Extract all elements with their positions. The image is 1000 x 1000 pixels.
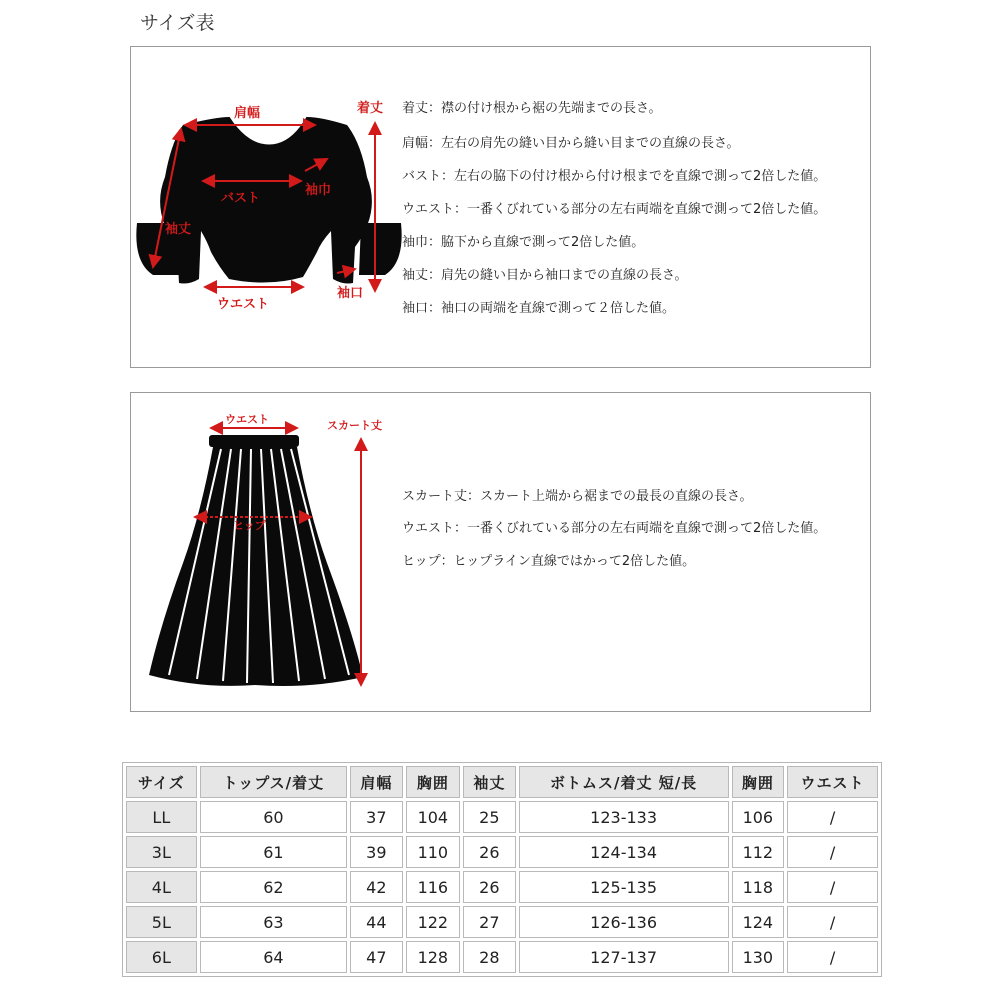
header-waist: ウエスト [787, 766, 878, 798]
desc-cuff: 袖口：袖口の両端を直線で測って２倍した値。 [402, 301, 676, 316]
skirt-waistband [209, 435, 299, 447]
cell-chest-2: 130 [732, 941, 785, 973]
cell-size: 4L [126, 871, 197, 903]
cell-shoulder: 37 [350, 801, 403, 833]
tops-size-panel [130, 46, 871, 368]
desc-length: 着丈：襟の付け根から裾の先端までの長さ。 [402, 101, 662, 116]
cell-chest: 116 [406, 871, 461, 903]
label-skirt-length: スカート丈 [327, 419, 382, 432]
header-tops-length: トップス/着丈 [200, 766, 347, 798]
desc-skirt-waist: ウエスト：一番くびれている部分の左右両端を直線で測って2倍した値。 [402, 521, 827, 536]
desc-hip: ヒップ：ヒップライン直線ではかって2倍した値。 [402, 554, 696, 569]
label-sleeve-length: 袖丈 [165, 222, 192, 237]
cell-size: 3L [126, 836, 197, 868]
cell-tops-length: 64 [200, 941, 347, 973]
label-length: 着丈 [357, 101, 384, 116]
cell-bottoms-length: 127-137 [519, 941, 729, 973]
table-row [126, 871, 878, 903]
cell-waist: / [787, 801, 878, 833]
cell-shoulder: 44 [350, 906, 403, 938]
cell-shoulder: 47 [350, 941, 403, 973]
desc-shoulder: 肩幅：左右の肩先の縫い目から縫い目までの直線の長さ。 [402, 136, 740, 151]
cell-bottoms-length: 124-134 [519, 836, 729, 868]
cell-waist: / [787, 941, 878, 973]
label-cuff: 袖口 [337, 286, 364, 301]
cell-tops-length: 60 [200, 801, 347, 833]
header-shoulder: 肩幅 [350, 766, 403, 798]
cell-chest-2: 106 [732, 801, 785, 833]
table-row [126, 941, 878, 973]
desc-sleeve-length: 袖丈：肩先の縫い目から袖口までの直線の長さ。 [402, 268, 688, 283]
cell-chest: 104 [406, 801, 461, 833]
cell-chest: 110 [406, 836, 461, 868]
header-chest: 胸囲 [406, 766, 461, 798]
cell-bottoms-length: 126-136 [519, 906, 729, 938]
skirt-body [149, 447, 363, 686]
header-size: サイズ [126, 766, 197, 798]
cell-shoulder: 42 [350, 871, 403, 903]
cell-sleeve: 25 [463, 801, 516, 833]
label-shoulder: 肩幅 [234, 106, 261, 121]
cell-sleeve: 26 [463, 871, 516, 903]
header-sleeve: 袖丈 [463, 766, 516, 798]
cell-tops-length: 63 [200, 906, 347, 938]
cell-size: 6L [126, 941, 197, 973]
desc-waist: ウエスト：一番くびれている部分の左右両端を直線で測って2倍した値。 [402, 202, 827, 217]
table-header-row [126, 766, 878, 798]
cell-size: LL [126, 801, 197, 833]
page-title: サイズ表 [140, 12, 215, 34]
cell-sleeve: 26 [463, 836, 516, 868]
cell-waist: / [787, 871, 878, 903]
cell-waist: / [787, 906, 878, 938]
desc-skirt-length: スカート丈：スカート上端から裾までの最長の直線の長さ。 [402, 489, 753, 504]
label-skirt-waist: ウエスト [225, 413, 269, 426]
cell-chest: 122 [406, 906, 461, 938]
cell-tops-length: 62 [200, 871, 347, 903]
cell-tops-length: 61 [200, 836, 347, 868]
size-table [122, 762, 882, 977]
cell-chest: 128 [406, 941, 461, 973]
cell-sleeve: 27 [463, 906, 516, 938]
cell-bottoms-length: 123-133 [519, 801, 729, 833]
cell-bottoms-length: 125-135 [519, 871, 729, 903]
cell-waist: / [787, 836, 878, 868]
label-waist: ウエスト [217, 297, 270, 312]
table-row [126, 801, 878, 833]
cell-sleeve: 28 [463, 941, 516, 973]
header-chest-2: 胸囲 [732, 766, 785, 798]
cell-chest-2: 112 [732, 836, 785, 868]
cell-shoulder: 39 [350, 836, 403, 868]
header-bottoms-length: ボトムス/着丈 短/長 [519, 766, 729, 798]
table-row [126, 906, 878, 938]
cell-size: 5L [126, 906, 197, 938]
cell-chest-2: 124 [732, 906, 785, 938]
table-row [126, 836, 878, 868]
label-sleeve-width: 袖巾 [305, 183, 332, 198]
desc-bust: バスト：左右の脇下の付け根から付け根までを直線で測って2倍した値。 [402, 169, 827, 184]
label-hip: ヒップ [233, 519, 266, 532]
label-bust: バスト [221, 191, 261, 206]
desc-sleeve-width: 袖巾：脇下から直線で測って2倍した値。 [402, 235, 645, 250]
cell-chest-2: 118 [732, 871, 785, 903]
skirt-size-panel [130, 392, 871, 712]
